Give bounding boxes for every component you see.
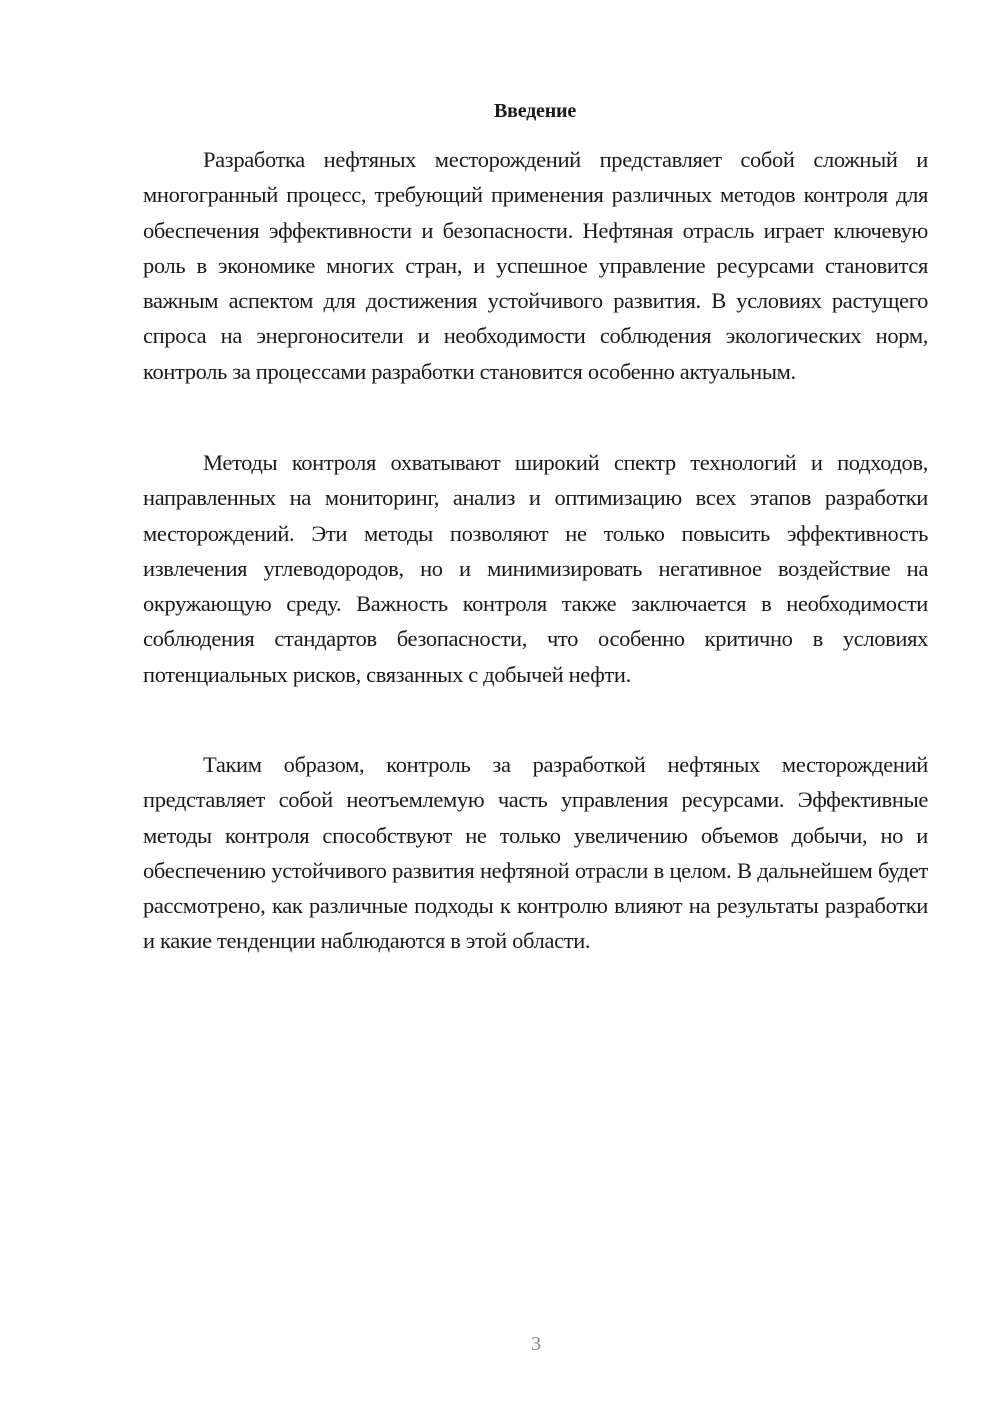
page-number: 3 — [531, 1333, 541, 1355]
paragraph-1: Разработка нефтяных месторождений представляет собой сложный и многогранный процесс, требующий применения различных методов контроля для обеспечения эффективности и безопасности. Нефтяная отрасль играет ключевую роль в экономике многих стран, и успешное управление ресурсами становится важным аспектом для достижения устойчивого развития. В условиях растущего спроса на энергоносители и необходимости соблюдения экологических норм, контроль за процессами разработки становится особенно актуальным. — [143, 147, 928, 384]
section-heading: Введение — [493, 100, 577, 122]
paragraph-2: Методы контроля охватывают широкий спектр технологий и подходов, направленных на мониторинг, анализ и оптимизацию всех этапов разработки месторождений. Эти методы позволяют не только повысить эффективность извлечения углеводородов, но и минимизировать негативное воздействие на окружающую среду. Важность контроля также заключается в необходимости соблюдения стандартов безопасности, что особенно критично в условиях потенциальных рисков, связанных с добычей нефти. — [143, 450, 928, 687]
paragraph-3: Таким образом, контроль за разработкой нефтяных месторождений представляет собой неотъемлемую часть управления ресурсами. Эффективные методы контроля способствуют не только увеличению объемов добычи, но и обеспечению устойчивого развития нефтяной отрасли в целом. В дальнейшем будет рассмотрено, как различные подходы к контролю влияют на результаты разработки и какие тенденции наблюдаются в этой области. — [143, 752, 928, 954]
